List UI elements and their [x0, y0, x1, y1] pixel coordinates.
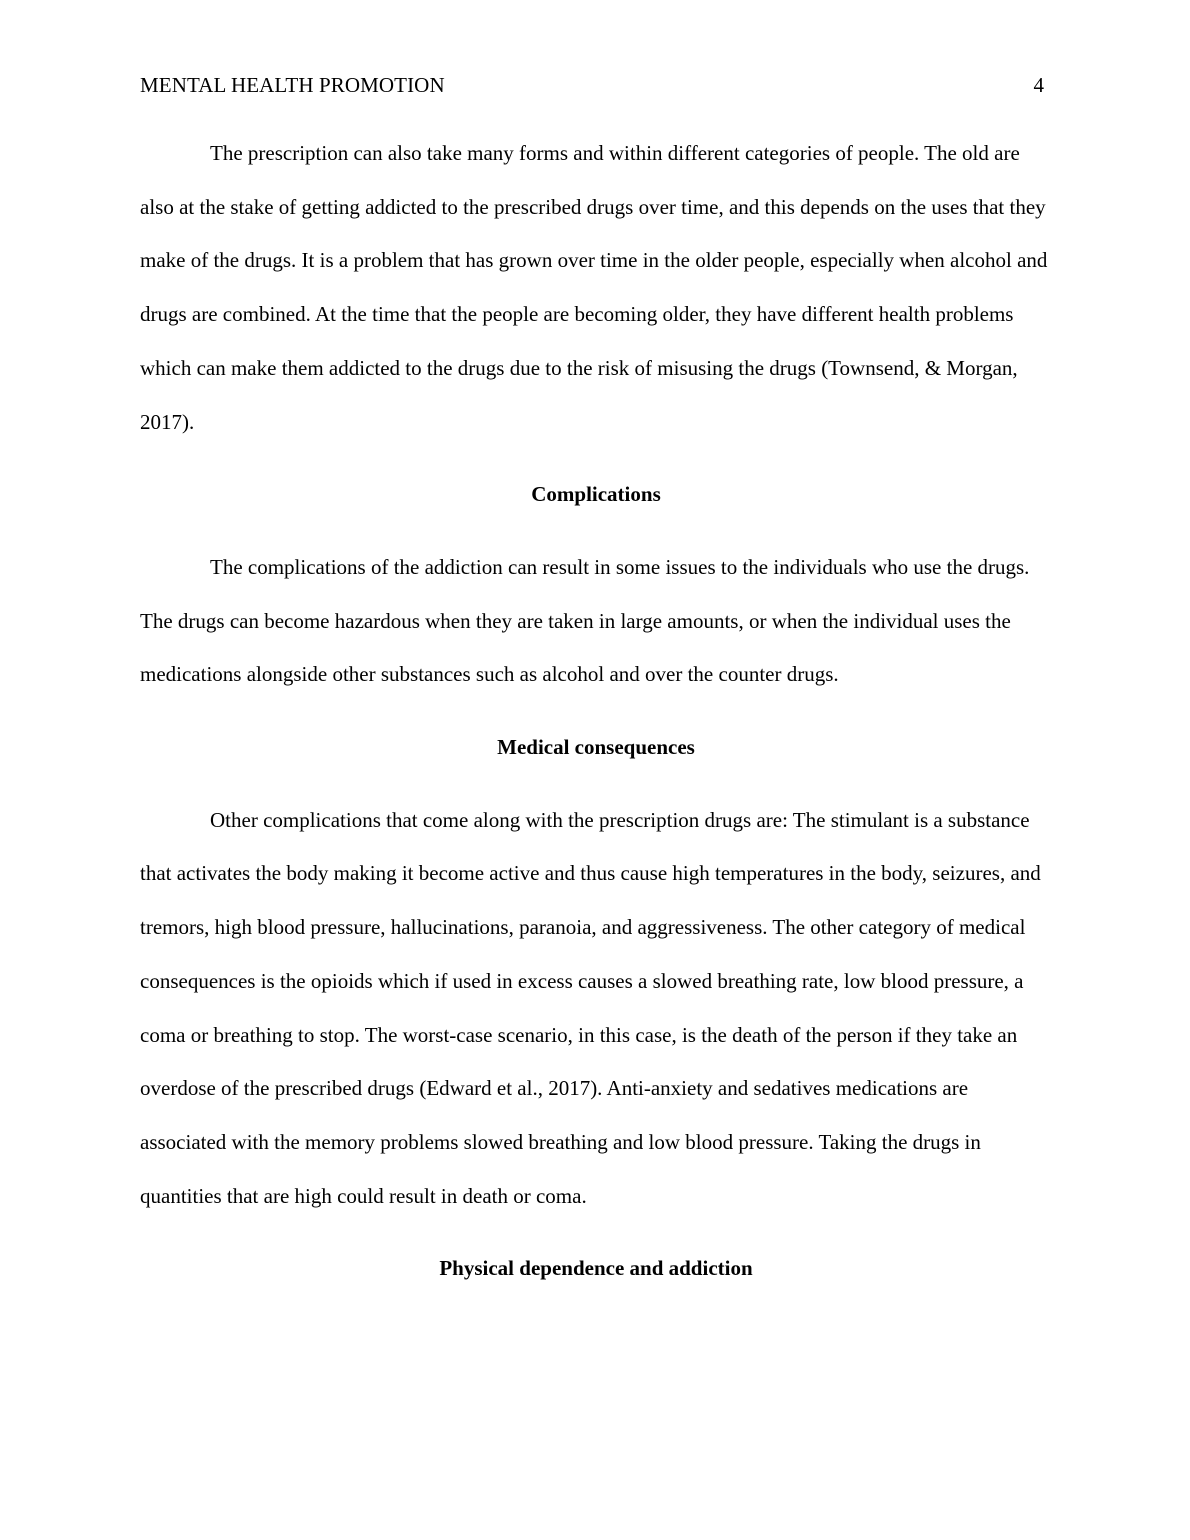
paragraph-prescription-forms: The prescription can also take many forms and within different categories of people. The old are also at the stake of getting addicted to the prescribed drugs over time, and this depends on the uses that they make of the drugs. It is a problem that has grown over time in the older people, especially when alcohol and drugs are combined. At the time that the people are becoming older, they have different health problems which can make them addicted to the drugs due to the risk of misusing the drugs (Townsend, & Morgan, 2017).: [140, 141, 1048, 434]
paragraph-medical-consequences: Other complications that come along with the prescription drugs are: The stimulant is a substance that activates the body making it become active and thus cause high temperatures in the body, seizures, and tremors, high blood pressure, hallucinations, paranoia, and aggressiveness. The other category of medical consequences is the opioids which if used in excess causes a slowed breathing rate, low blood pressure, a coma or breathing to stop. The worst-case scenario, in this case, is the death of the person if they take an overdose of the prescribed drugs (Edward et al., 2017). Anti-anxiety and sedatives medications are associated with the memory problems slowed breathing and low blood pressure. Taking the drugs in quantities that are high could result in death or coma.: [140, 807, 1041, 1208]
paragraph-complications: The complications of the addiction can result in some issues to the individuals who use the drugs. The drugs can become hazardous when they are taken in large amounts, or when the individual uses the medications alongside other substances such as alcohol and over the counter drugs.: [140, 554, 1030, 687]
heading-medical-consequences: Medical consequences: [497, 735, 695, 760]
running-head: MENTAL HEALTH PROMOTION: [140, 73, 445, 97]
heading-physical-dependence: Physical dependence and addiction: [439, 1256, 753, 1281]
heading-complications: Complications: [531, 482, 661, 507]
document-body: [140, 127, 1052, 1315]
page-number: 4: [1033, 73, 1044, 97]
